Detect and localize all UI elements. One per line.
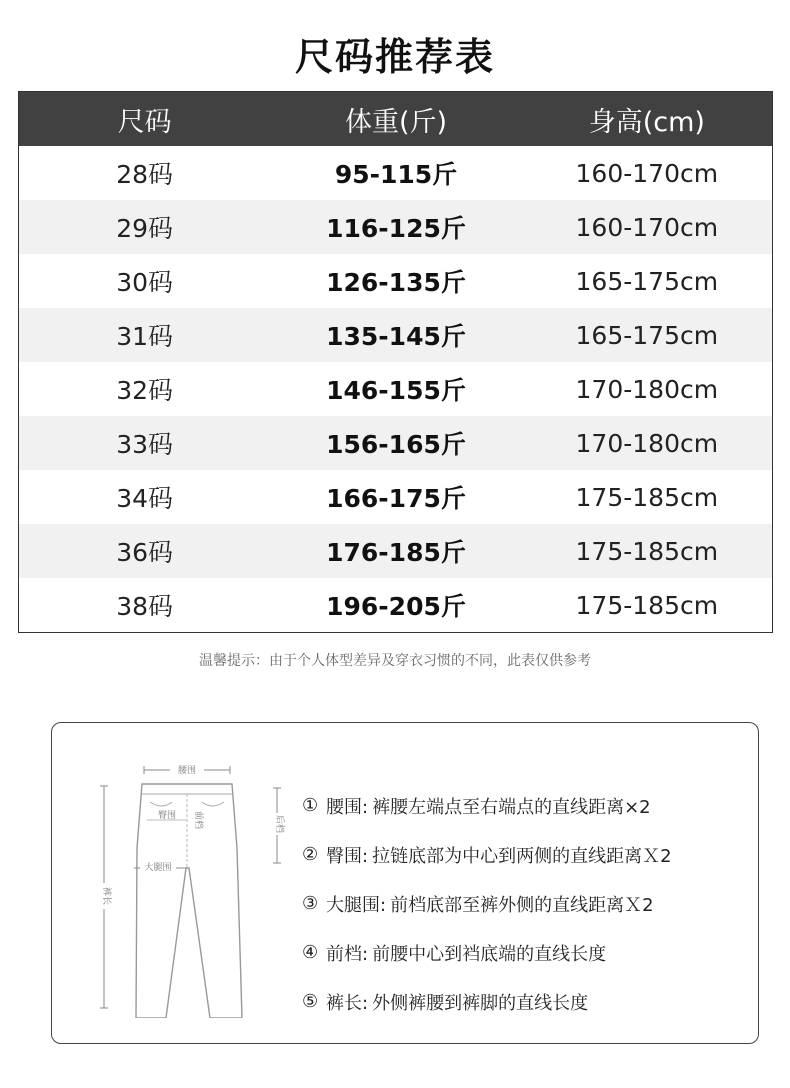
item-number: ④ [302, 942, 319, 963]
table-row [19, 254, 772, 308]
size-cell: 38码 [116, 592, 174, 621]
hip-label: 臀围 [157, 811, 177, 821]
list-item [302, 928, 672, 977]
item-term: 臀围: [326, 845, 369, 867]
list-item [302, 781, 672, 830]
list-item [302, 830, 672, 879]
size-cell: 32码 [116, 376, 174, 405]
waist-label: 腰围 [177, 766, 197, 776]
weight-cell: 166-175斤 [326, 484, 466, 513]
item-description: 前档底部至裤外侧的直线距离Ｘ2 [390, 894, 654, 916]
weight-cell: 156-165斤 [326, 430, 466, 459]
item-description: 裤腰左端点至右端点的直线距离×2 [372, 796, 651, 818]
length-label: 裤长 [101, 886, 111, 906]
definitions-list [302, 781, 672, 1026]
header-size: 尺码 [117, 106, 172, 138]
height-cell: 165-175cm [575, 266, 719, 296]
weight-cell: 135-145斤 [326, 322, 466, 351]
size-cell: 28码 [116, 160, 174, 189]
height-cell: 175-185cm [575, 590, 719, 620]
weight-cell: 116-125斤 [326, 214, 466, 243]
table-row [19, 200, 772, 254]
back-rise-label: 后档 [274, 814, 284, 834]
weight-cell: 126-135斤 [326, 268, 466, 297]
header-height: 身高(cm) [588, 106, 705, 138]
height-cell: 170-180cm [575, 374, 719, 404]
front-rise-label: 前档 [193, 810, 203, 830]
item-description: 前腰中心到裆底端的直线长度 [372, 943, 607, 965]
weight-cell: 176-185斤 [326, 538, 466, 567]
size-cell: 31码 [116, 322, 174, 351]
table-row [19, 308, 772, 362]
item-number: ③ [302, 893, 319, 914]
item-number: ⑤ [302, 991, 319, 1012]
item-term: 裤长: [326, 992, 369, 1014]
item-term: 大腿围: [326, 894, 387, 916]
size-cell: 29码 [116, 214, 174, 243]
weight-cell: 95-115斤 [334, 160, 458, 189]
table-row [19, 362, 772, 416]
size-cell: 30码 [116, 268, 174, 297]
table-row [19, 416, 772, 470]
height-cell: 160-170cm [575, 212, 719, 242]
header-weight: 体重(斤) [344, 106, 448, 138]
measurement-guide [51, 722, 759, 1044]
item-description: 拉链底部为中心到两侧的直线距离Ｘ2 [372, 845, 672, 867]
height-cell: 165-175cm [575, 320, 719, 350]
height-cell: 170-180cm [575, 428, 719, 458]
table-row [19, 578, 772, 632]
size-cell: 33码 [116, 430, 174, 459]
table-row [19, 470, 772, 524]
item-term: 腰围: [326, 796, 369, 818]
height-cell: 175-185cm [575, 536, 719, 566]
size-table [18, 91, 773, 633]
size-cell: 36码 [116, 538, 174, 567]
thigh-label: 大腿围 [144, 863, 172, 873]
item-term: 前档: [326, 943, 369, 965]
list-item [302, 879, 672, 928]
size-cell: 34码 [116, 484, 174, 513]
item-number: ① [302, 795, 319, 816]
table-row [19, 146, 772, 200]
table-header [19, 92, 772, 146]
table-row [19, 524, 772, 578]
item-number: ② [302, 844, 319, 865]
weight-cell: 196-205斤 [326, 592, 466, 621]
height-cell: 160-170cm [575, 158, 719, 188]
height-cell: 175-185cm [575, 482, 719, 512]
weight-cell: 146-155斤 [326, 376, 466, 405]
page-title: 尺码推荐表 [294, 35, 495, 79]
item-description: 外侧裤腰到裤脚的直线长度 [372, 992, 589, 1014]
tip-text: 温馨提示：由于个人体型差异及穿衣习惯的不同，此表仅供参考 [199, 653, 591, 669]
pants-diagram [92, 758, 292, 1018]
list-item [302, 977, 672, 1026]
